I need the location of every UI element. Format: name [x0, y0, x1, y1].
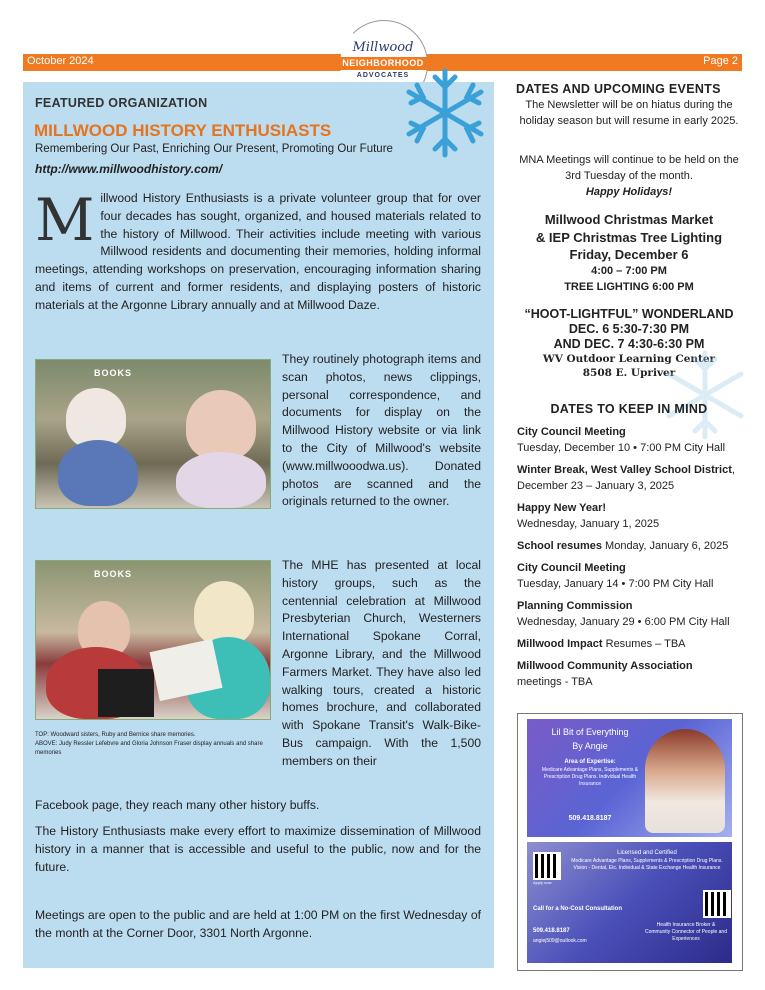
item-title: City Council Meeting — [517, 562, 626, 574]
issue-date: October 2024 — [27, 55, 94, 67]
ad-license-heading: Licensed and Certified — [617, 850, 677, 856]
logo-title: Millwood — [352, 40, 414, 55]
page-number: Page 2 — [703, 55, 738, 67]
ad-phone: 509.418.8187 — [568, 815, 612, 822]
list-item — [517, 424, 743, 456]
person-figure — [176, 452, 266, 508]
intro-text: illwood History Enthusiasts is a private volunteer group that for over four decades has sought, organized, and housed materials related to the history of Millwood. Their activities include meeting with various Millwood residents and documenting their memories, holding informal meetings, attending workshops on preservation, encouraging information sharing and items of current and former residents, and displaying posters of historic materials at the Argonne Library annually and at Millwood Daze. — [35, 191, 481, 312]
ad-broker: Health Insurance Broker & Community Connector of People and Experiences — [645, 922, 727, 942]
item-detail: , December 23 – January 3, 2025 — [517, 464, 735, 492]
ad-phone-2: 509.418.8187 — [533, 928, 570, 934]
ad-email: angiej509@outlook.com — [533, 938, 587, 944]
column-text-1: They routinely photograph items and scan photos, news clippings, personal correspondence, and documents for display on the Millwood History website or via link to the City of Millwood's website (www.millwooodwa.us). Donated photos are scanned and the originals returned to the owner. — [282, 352, 481, 509]
item-detail: Resumes – TBA — [602, 638, 686, 650]
item-title: Planning Commission — [517, 600, 633, 612]
qr-code-icon — [533, 852, 561, 880]
ad-card-front — [527, 719, 732, 837]
intro-paragraph — [35, 186, 481, 315]
list-item — [517, 500, 743, 532]
ad-license: Medicare Advantage Plans, Supplements & Prescription Drug Plans. Vision - Dental, Etc. Individual & State Exchange Health Insurance — [571, 858, 723, 871]
yearbook-image — [98, 669, 154, 717]
item-title: Millwood Impact — [517, 638, 603, 650]
item-detail: Tuesday, January 14 • 7:00 PM City Hall — [517, 578, 714, 590]
photo-sign: BOOKS — [94, 368, 133, 378]
drop-cap: M — [35, 186, 95, 254]
item-title: School resumes — [517, 540, 602, 552]
caption-top: TOP: Woodward sisters, Ruby and Bernice share memories. — [35, 732, 196, 738]
ad-consult: Call for a No-Cost Consultation — [533, 906, 622, 912]
snowflake-icon — [395, 63, 495, 163]
person-figure — [66, 388, 126, 448]
section-label: FEATURED ORGANIZATION — [35, 96, 208, 110]
market-line-4: 4:00 – 7:00 PM — [591, 265, 667, 277]
paragraph-dissemination: The History Enthusiasts make every effort to maximize dissemination of Millwood history in a manner that is accessible and useful to the public, now and for the future. — [35, 824, 481, 874]
list-item — [517, 598, 743, 630]
hoot-line-2: DEC. 6 5:30-7:30 PM — [568, 322, 690, 336]
ad-card-back — [527, 842, 732, 963]
item-title: Millwood Community Association — [517, 660, 693, 672]
keep-in-mind-list — [517, 424, 743, 690]
person-figure — [194, 581, 254, 645]
item-detail: Monday, January 6, 2025 — [601, 540, 729, 552]
item-detail: Tuesday, December 10 • 7:00 PM City Hall — [517, 442, 726, 454]
photo-caption — [35, 731, 275, 758]
photo-annuals — [35, 560, 271, 720]
logo-subtitle: ADVOCATES — [356, 72, 410, 79]
featured-tagline: Remembering Our Past, Enriching Our Present, Promoting Our Future — [35, 143, 393, 155]
item-detail: Wednesday, January 1, 2025 — [517, 518, 660, 530]
events-heading: DATES AND UPCOMING EVENTS — [516, 82, 721, 96]
mna-note — [516, 152, 742, 200]
person-figure — [186, 390, 256, 460]
hoot-line-3: AND DEC. 7 4:30-6:30 PM — [553, 337, 705, 351]
advertisement — [517, 713, 743, 971]
list-item — [517, 560, 743, 592]
paragraph-meetings: Meetings are open to the public and are held at 1:00 PM on the first Wednesday of the month at the Corner Door, 3301 North Argonne. — [35, 908, 481, 940]
featured-url-link[interactable]: http://www.millwoodhistory.com/ — [35, 162, 223, 176]
column-text-2: The MHE has presented at local history groups, such as the centennial celebration at Millwood Presbyterian Church, Westerners International Spokane Corral, Argonne Library, and the Millwood Farmers Market. They have also led walking tours, created a historic homes brochure, and collaborated with Spokane Transit's Walk-Bike-Bus campaign. With the 1,500 members on their — [282, 558, 481, 768]
list-item — [517, 538, 743, 554]
hoot-line-1: “HOOT-LIGHTFUL” WONDERLAND — [524, 307, 734, 321]
christmas-market-event — [516, 210, 742, 295]
column-text-end: Facebook page, they reach many other history buffs. — [35, 798, 320, 812]
item-detail: Wednesday, January 29 • 6:00 PM City Hall — [517, 616, 730, 628]
photo-woodward-sisters — [35, 359, 271, 509]
caption-above: ABOVE: Judy Ressler Lefebvre and Gloria Johnson Fraser display annuals and share memories — [35, 741, 263, 756]
item-title: City Council Meeting — [517, 426, 626, 438]
list-item — [517, 658, 743, 690]
item-title: Winter Break, West Valley School District — [517, 464, 732, 476]
market-line-5: TREE LIGHTING 6:00 PM — [564, 281, 694, 293]
happy-holidays: Happy Holidays! — [585, 186, 673, 198]
ad-areas: Medicare Advantage Plans, Supplements & Prescription Drug Plans. Individual Health Insurance — [541, 767, 639, 787]
list-item — [517, 462, 743, 494]
item-title: Happy New Year! — [517, 502, 607, 514]
logo-band: NEIGHBORHOOD — [338, 57, 428, 70]
market-line-2: & IEP Christmas Tree Lighting — [535, 230, 723, 245]
person-figure — [58, 440, 138, 506]
photo-sign: BOOKS — [94, 569, 133, 579]
item-detail: meetings - TBA — [517, 676, 593, 688]
keep-in-mind-heading: DATES TO KEEP IN MIND — [550, 402, 708, 416]
list-item — [517, 636, 743, 652]
hoot-line-5: 8508 E. Upriver — [582, 367, 676, 379]
market-line-3: Friday, December 6 — [569, 247, 689, 262]
ad-portrait — [645, 729, 725, 833]
qr-code-icon — [703, 890, 731, 918]
mna-text: MNA Meetings will continue to be held on the 3rd Tuesday of the month. — [519, 154, 739, 182]
hoot-line-4: WV Outdoor Learning Center — [542, 353, 716, 365]
ad-apply: Apply now — [533, 880, 552, 885]
ad-title: Lil Bit of Everything — [551, 727, 629, 737]
featured-title: MILLWOOD HISTORY ENTHUSIASTS — [34, 121, 332, 140]
market-line-1: Millwood Christmas Market — [544, 212, 714, 227]
ad-subtitle: By Angie — [572, 741, 608, 751]
ad-areas-heading: Area of Expertise: — [564, 759, 616, 765]
hiatus-note: The Newsletter will be on hiatus during the holiday season but will resume in early 2025. — [519, 99, 739, 127]
